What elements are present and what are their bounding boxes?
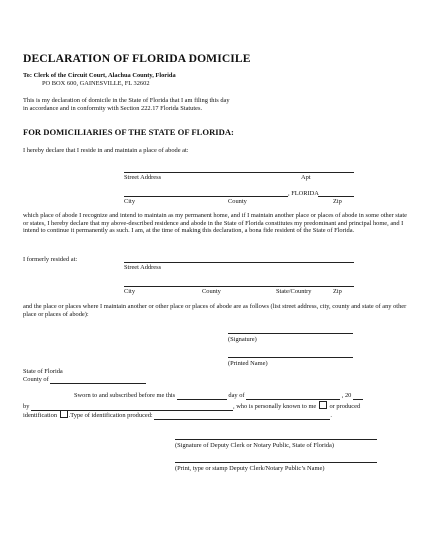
signature-line[interactable] [228,333,353,334]
zip-label: Zip [333,198,342,205]
declare-text: I hereby declare that I reside in and maintain a place of abode at: [23,147,189,154]
by-text: by [23,403,30,410]
street-address-line[interactable] [124,172,354,173]
former-city-line[interactable] [124,286,354,287]
former-county-label: County [202,288,221,295]
to-line: To: Clerk of the Circuit Court, Alachua County, Florida [23,72,176,79]
other-places-paragraph: and the place or places where I maintain another or other place or places of abode are as follows (list street address, city, county and state of any other place or places of abode): [23,303,407,318]
city-label: City [124,198,136,205]
identification-row: identification .Type of identification produced: . [23,412,332,419]
produced-id-checkbox[interactable] [60,410,68,418]
printed-name-line[interactable] [228,357,353,358]
deputy-signature-label: (Signature of Deputy Clerk or Notary Public, State of Florida) [175,442,335,449]
document-title: DECLARATION OF FLORIDA DOMICILE [23,52,251,65]
sworn-year-line[interactable] [353,393,363,400]
former-street-line[interactable] [124,262,354,263]
id-type-line[interactable] [154,413,330,420]
state-of-text: State of Florida [23,368,63,375]
printed-name-label: (Printed Name) [228,360,268,367]
or-produced-text: or produced [329,403,361,410]
section-heading: FOR DOMICILIARIES OF THE STATE OF FLORIDA: [23,127,234,137]
deputy-signature-line[interactable] [175,439,377,440]
former-city-label: City [124,288,136,295]
signature-label: (Signature) [228,336,257,343]
florida-text: , FLORIDA [288,190,319,197]
city-county-line[interactable] [124,196,288,197]
sworn-day-line[interactable] [177,393,227,400]
abode-paragraph: which place of abode I recognize and intend to maintain as my permanent home, and if I maintain another place or places of abode in some other state or states, I hereby declare that my above-described residence and abode in the State of Florida constitutes my predominant and principal home, and I intend to continue it permanently as such. I am, at the time of making this declaration, a bona fide resident of the State of Florida. [23,212,408,235]
personally-known-text: , who is personally known to me [233,403,317,410]
zip-line[interactable] [318,196,354,197]
formerly-text: I formerly resided at: [23,256,78,263]
former-street-label: Street Address [124,264,162,271]
year-prefix-text: , 20 [341,392,352,399]
print-stamp-line[interactable] [175,462,377,463]
street-address-label: Street Address [124,174,162,181]
to-address: PO BOX 600, GAINESVILLE, FL 32602 [42,80,150,87]
sworn-row [74,392,363,400]
former-zip-label: Zip [333,288,342,295]
day-of-text: day of [228,392,245,399]
county-of-row [23,376,146,384]
county-of-line[interactable] [50,377,146,384]
sworn-month-line[interactable] [246,393,340,400]
county-label: County [228,198,247,205]
identification-text: identification [23,412,58,419]
sworn-text: Sworn to and subscribed before me this [74,392,176,399]
intro-paragraph: This is my declaration of domicile in the State of Florida that I am filing this day in accordance and in conformity with Section 222.17 Florida Statutes. [23,97,230,112]
print-stamp-label: (Print, type or stamp Deputy Clerk/Notary Public’s Name) [175,465,325,472]
apt-label: Apt [301,174,311,181]
state-country-label: State/Country [276,288,312,295]
county-of-text: County of [23,376,49,383]
type-of-id-text: .Type of identification produced: [68,412,153,419]
personally-known-checkbox[interactable] [319,401,327,409]
